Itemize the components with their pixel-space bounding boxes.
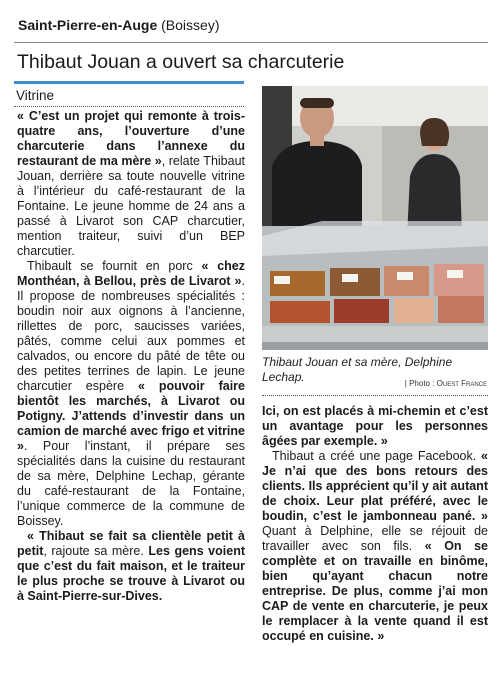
text: Quant à Delphine, elle se réjouit de travailler avec son fils. [262,524,488,553]
quote: « C’est un projet qui remonte à trois-quatre ans, l’ouverture d’une charcuterie dans l’annexe du restaurant de ma mère » [17,109,245,168]
article-photo [262,86,488,350]
paragraph [17,109,245,259]
text: , relate Thibaut Jouan, derrière sa toute nouvelle vitrine à l’intérieur du café-restaurant de la Fontaine. Le jeune homme de 24 ans a passé à Livarot son CAP charcutier, mention traiteur, suivi d’un BEP charcutier. [17,154,245,258]
text: Thibaut a créé une page Facebook. [272,449,482,463]
sublocation: (Boissey) [161,17,220,33]
quote: « On se complète et on travaille en binôme, bien qu’ayant chacun notre entreprise. De plus, comme j’ai mon CAP de vente en charcuterie, je peux le remplacer à la vente quand il est occupé en cuisine. » [262,539,488,643]
text: Thibault se fournit en porc [27,259,202,273]
paragraph [17,259,245,529]
text: . Pour l’instant, il prépare ses spécialités dans la cuisine du restaurant de sa mère, Delphine Lechap, gérante du café-restaurant de la Fontaine, l’unique commerce de la commune de Boissey. [17,439,245,528]
credit-source: Ouest France [436,379,487,388]
quote: « chez Monthéan, à Bellou, près de Livarot » [17,259,245,288]
quote: « Thibaut se fait sa clientèle petit à petit [17,529,245,558]
paragraph [17,529,245,604]
text: . Il propose de nombreuses spécialités : boudin noir aux oignons à l’ancienne, rillettes de porc, saucisses variées, pâtés, comme celui aux pommes et calvados, ou encore du pâté de tête ou des petites terrines de lapin. Le jeune charcutier espère [17,274,245,393]
photo-divider [262,395,488,396]
paragraph [262,449,488,644]
text: , rajoute sa mère. [43,544,149,558]
dateline [18,17,220,33]
rubric: Vitrine [16,88,55,103]
photo-credit [405,379,487,389]
caption-text: Thibaut Jouan et sa mère, Delphine Lechap. [262,355,453,384]
rubric-divider [14,106,244,107]
rubric-bar [14,81,244,84]
location: Saint-Pierre-en-Auge [18,17,158,33]
headline: Thibaut Jouan a ouvert sa charcuterie [17,51,345,73]
quote: Ici, on est placés à mi-chemin et c’est un avantage pour les personnes âgées par exemple. » [262,404,488,448]
quote: « pouvoir faire bientôt les marchés, à Livarot ou Potigny. J’attends d’investir dans un camion de marché avec frigo et vitrine » [17,379,245,453]
quote: « Je n’ai que des bons retours des clients. Ils apprécient qu’il y ait autant de choix. Leur plat préféré, avec le boudin, c’est le jambonneau pané. » [262,449,488,523]
article-column-2 [262,404,488,644]
article-column-1 [17,109,245,604]
top-divider [14,42,488,43]
quote: Les gens voient que c’est du fait maison, et le traiteur le plus proche se trouve à Livarot ou à Saint-Pierre-sur-Dives. [17,544,245,603]
paragraph [262,404,488,449]
photo-butcher-counter [262,86,488,350]
credit-prefix: | Photo : [404,379,437,388]
